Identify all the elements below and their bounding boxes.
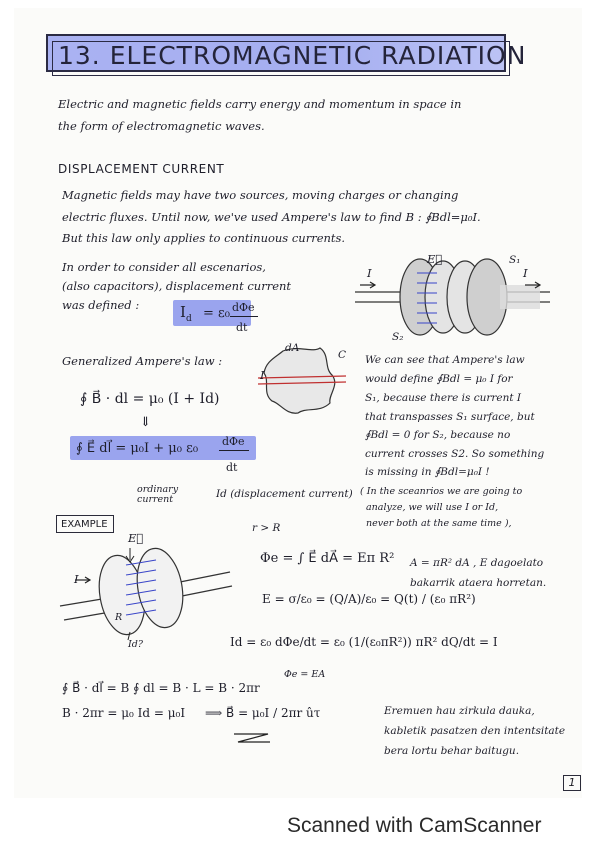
condition-r-gt-R: r > R bbox=[252, 522, 281, 534]
diagram-label-I-left: I bbox=[367, 266, 372, 280]
left-text-line-3: was defined : bbox=[62, 298, 140, 312]
right-text-line-7: is missing in ∮Bdl=μ₀I ! bbox=[365, 466, 490, 478]
right-text-line-5: ∮Bdl = 0 for S₂, because no bbox=[365, 429, 511, 441]
para-line-1: Magnetic fields may have two sources, moving charges or changing bbox=[62, 188, 459, 202]
field-equation: E = σ/ε₀ = (Q/A)/ε₀ = Q(t) / (ε₀ πR²) bbox=[262, 592, 476, 606]
example-label-Id: Id? bbox=[128, 639, 143, 650]
id-def-num: dΦe bbox=[232, 301, 255, 314]
b-ampere-equation: B · 2πr = μ₀ Id = μ₀I bbox=[62, 706, 186, 720]
scanner-watermark: Scanned with CamScanner bbox=[287, 814, 542, 837]
fraction-bar bbox=[230, 316, 258, 317]
intro-line-1: Electric and magnetic fields carry energy and momentum in space in bbox=[58, 97, 462, 111]
diagram-label-C: C bbox=[338, 349, 347, 361]
title-box bbox=[46, 34, 527, 72]
left-text-line-2: (also capacitors), displacement current bbox=[62, 279, 292, 293]
example-label: EXAMPLE bbox=[61, 519, 108, 530]
area-note-line-2: bakarrik ataera horretan. bbox=[410, 577, 547, 589]
gen-ampere-equation: ∮ B⃗ · dl = μ₀ (I + Id) bbox=[80, 391, 220, 407]
page-title: 13. ELECTROMAGNETIC RADIATION bbox=[58, 41, 527, 70]
displacement-current-label: Id (displacement current) bbox=[216, 488, 353, 500]
diagram-label-I-right: I bbox=[523, 266, 528, 280]
displacement-current-equation: Id = ε₀ dΦe/dt = ε₀ (1/(ε₀πR²)) πR² dQ/dt = I bbox=[230, 635, 498, 649]
right-bottom-line-3: bera lortu behar baitugu. bbox=[384, 745, 520, 757]
flux-ea-note: Φe = EA bbox=[284, 669, 326, 680]
ampere-loop-diagram bbox=[258, 343, 348, 418]
id-def-rhs: = ε₀ bbox=[203, 306, 230, 321]
left-text-line-1: In order to consider all escenarios, bbox=[62, 260, 266, 274]
down-arrow: ⇓ bbox=[140, 415, 151, 430]
right-text-line-6: current crosses S2. So something bbox=[365, 448, 545, 460]
diagram-label-S2: S₂ bbox=[392, 331, 404, 343]
loop-integral-equation: ∮ B⃗ · dl⃗ = B ∮ dl = B · L = B · 2πr bbox=[62, 681, 260, 695]
b-field-result: ⟹ B⃗ = μ₀I / 2πr ûτ bbox=[205, 706, 321, 720]
para-line-3: But this law only applies to continuous currents. bbox=[62, 231, 346, 245]
squiggle-underline bbox=[232, 728, 272, 750]
example-box bbox=[56, 515, 114, 533]
note-line-1: ( In the sceanrios we are going to bbox=[360, 486, 523, 497]
note-line-3: never both at the same time ), bbox=[366, 518, 512, 529]
gen-eq2-num: dΦe bbox=[222, 435, 245, 448]
flux-equation: Φe = ∫ E⃗ dA⃗ = Eπ R² bbox=[260, 551, 395, 566]
right-text-line-2: would define ∮Bdl = μ₀ I for bbox=[365, 373, 513, 385]
right-bottom-line-2: kabletik pasatzen den intentsitate bbox=[384, 725, 566, 737]
right-text-line-3: S₁, because there is current I bbox=[365, 392, 522, 404]
section-heading: DISPLACEMENT CURRENT bbox=[58, 162, 225, 176]
right-bottom-line-1: Eremuen hau zirkula dauka, bbox=[384, 705, 535, 717]
example-label-R: R bbox=[115, 612, 123, 623]
gen-ampere-label: Generalized Ampere's law : bbox=[62, 354, 223, 368]
area-note-line-1: A = πR² dA , E dagoelato bbox=[410, 557, 544, 569]
example-label-E: E⃗ bbox=[128, 531, 144, 545]
gen-ampere-full-equation: ∮ E⃗ dl⃗ = μ₀I + μ₀ ε₀ bbox=[76, 441, 199, 456]
id-def-symbol: $I_d$ bbox=[180, 303, 192, 324]
intro-line-2: the form of electromagnetic waves. bbox=[58, 119, 265, 133]
diagram-label-E: E⃗ bbox=[427, 252, 443, 266]
note-line-2: analyze, we will use I or Id, bbox=[366, 502, 499, 513]
id-def-den: dt bbox=[236, 321, 248, 334]
diagram-label-S1: S₁ bbox=[509, 254, 521, 266]
example-capacitor-diagram bbox=[60, 540, 240, 650]
gen-eq2-den: dt bbox=[226, 461, 238, 474]
para-line-2: electric fluxes. Until now, we've used Ampere's law to find B : ∮Bdl=μ₀I. bbox=[62, 210, 481, 224]
right-text-line-1: We can see that Ampere's law bbox=[365, 354, 525, 366]
fraction-bar-2 bbox=[219, 450, 249, 451]
example-label-I: I bbox=[74, 572, 79, 586]
page-number: 1 bbox=[563, 775, 581, 791]
diagram-label-dA: dA bbox=[285, 342, 300, 354]
right-text-line-4: that transpasses S₁ surface, but bbox=[365, 411, 535, 423]
ordinary-current-label: ordinary current bbox=[137, 484, 179, 506]
diagram-label-I-loop: I bbox=[260, 368, 265, 382]
